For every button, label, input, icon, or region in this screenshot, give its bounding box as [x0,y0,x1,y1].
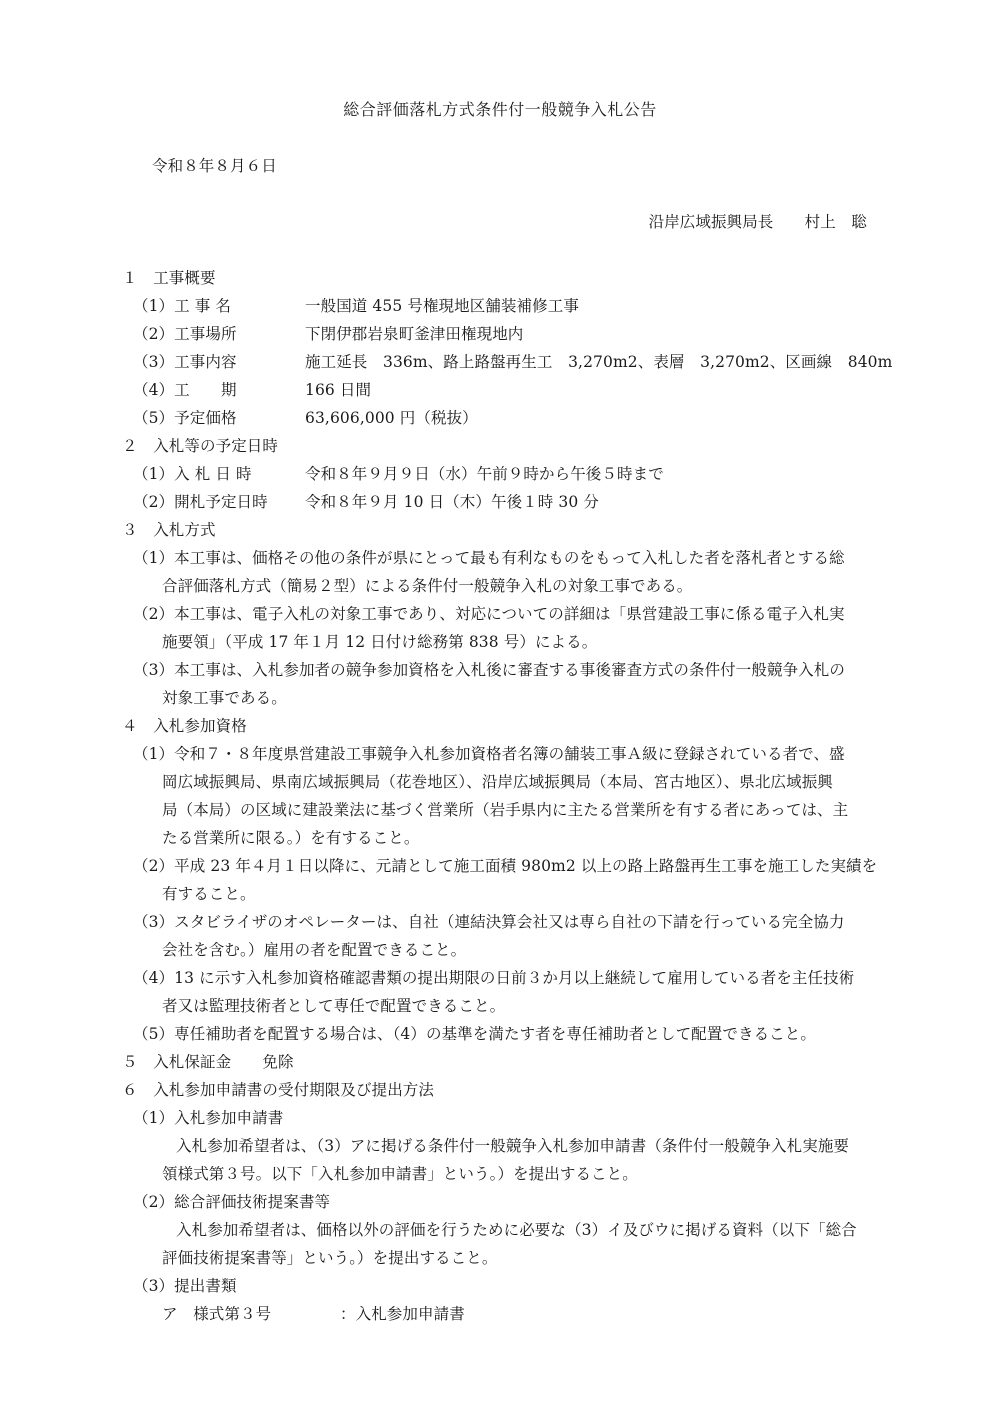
subsection-heading: （3）提出書類 [133,1277,237,1295]
paragraph-line: 入札参加希望者は、価格以外の評価を行うために必要な（3）イ及びウに掲げる資料（以下「総合 [176,1221,857,1239]
paragraph-line: （1）本工事は、価格その他の条件が県にとって最も有利なものをもって入札した者を落札者とする総 [133,549,845,567]
item-label: （2）開札予定日時 [133,493,268,511]
section-heading: ４ 入札参加資格 [122,717,247,735]
section-heading: ２ 入札等の予定日時 [122,437,279,455]
list-item-value: ：入札参加申請書 [340,1305,465,1323]
subsection-heading: （2）総合評価技術提案書等 [133,1193,331,1211]
section-heading: ３ 入札方式 [122,521,216,539]
paragraph-line: たる営業所に限る。）を有すること。 [162,829,420,847]
paragraph-line: （3）本工事は、入札参加者の競争参加資格を入札後に審査する事後審査方式の条件付一般競争入札の [133,661,845,679]
paragraph-line: （1）令和７・８年度県営建設工事競争入札参加資格者名簿の舗装工事Ａ級に登録されている者で、盛 [133,745,845,763]
item-value: 一般国道 455 号権現地区舗装補修工事 [305,297,579,315]
paragraph-line: 評価技術提案書等」という。）を提出すること。 [162,1249,498,1267]
paragraph-line: 会社を含む。）雇用の者を配置できること。 [162,941,467,959]
paragraph-line: （5）専任補助者を配置する場合は、（4）の基準を満たす者を専任補助者として配置できること。 [133,1025,816,1043]
paragraph-line: （2）本工事は、電子入札の対象工事であり、対応についての詳細は「県営建設工事に係る電子入札実 [133,605,845,623]
paragraph-line: 入札参加希望者は、（3）アに掲げる条件付一般競争入札参加申請書（条件付一般競争入札実施要 [176,1137,850,1155]
item-label: （3）工事内容 [133,353,237,371]
paragraph-line: （4）13 に示す入札参加資格確認書類の提出期限の日前３か月以上継続して雇用している者を主任技術 [133,969,855,987]
paragraph-line: 有すること。 [162,885,256,903]
item-label: （1）工 事 名 [133,297,232,315]
paragraph-line: 局（本局）の区域に建設業法に基づく営業所（岩手県内に主たる営業所を有する者にあっては、主 [162,801,849,819]
section-heading: １ 工事概要 [122,269,216,287]
subsection-heading: （1）入札参加申請書 [133,1109,284,1127]
paragraph-line: 合評価落札方式（簡易２型）による条件付一般競争入札の対象工事である。 [162,577,693,595]
section-heading: ５ 入札保証金 免除 [122,1053,294,1071]
document-title: 総合評価落札方式条件付一般競争入札公告 [343,100,657,119]
list-item-label: ア 様式第３号 [162,1305,272,1323]
paragraph-line: 者又は監理技術者として専任で配置できること。 [162,997,506,1015]
issuer: 沿岸広域振興局長 村上 聡 [648,213,867,231]
item-value: 166 日間 [305,381,372,399]
paragraph-line: 対象工事である。 [162,689,287,707]
paragraph-line: （3）スタビライザのオペレーターは、自社（連結決算会社又は専ら自社の下請を行っている完全協力 [133,913,845,931]
document-date: 令和８年８月６日 [152,157,277,175]
item-label: （2）工事場所 [133,325,237,343]
paragraph-line: 岡広域振興局、県南広域振興局（花巻地区）、沿岸広域振興局（本局、宮古地区）、県北広域振興 [162,773,833,791]
item-value: 令和８年９月９日（水）午前９時から午後５時まで [305,465,664,483]
item-value: 施工延長 336m、路上路盤再生工 3,270m2、表層 3,270m2、区画線 840m [305,353,893,371]
paragraph-line: 領様式第３号。以下「入札参加申請書」という。）を提出すること。 [162,1165,638,1183]
item-value: 下閉伊郡岩泉町釜津田権現地内 [305,325,524,343]
paragraph-line: （2）平成 23 年４月１日以降に、元請として施工面積 980m2 以上の路上路盤再生工事を施工した実績を [133,857,878,875]
paragraph-line: 施要領」（平成 17 年１月 12 日付け総務第 838 号）による。 [162,633,598,651]
section-heading: ６ 入札参加申請書の受付期限及び提出方法 [122,1081,435,1099]
item-value: 令和８年９月 10 日（木）午後１時 30 分 [305,493,599,511]
item-label: （5）予定価格 [133,409,237,427]
item-value: 63,606,000 円（税抜） [305,409,478,427]
item-label: （4）工 期 [133,381,237,399]
item-label: （1）入 札 日 時 [133,465,252,483]
